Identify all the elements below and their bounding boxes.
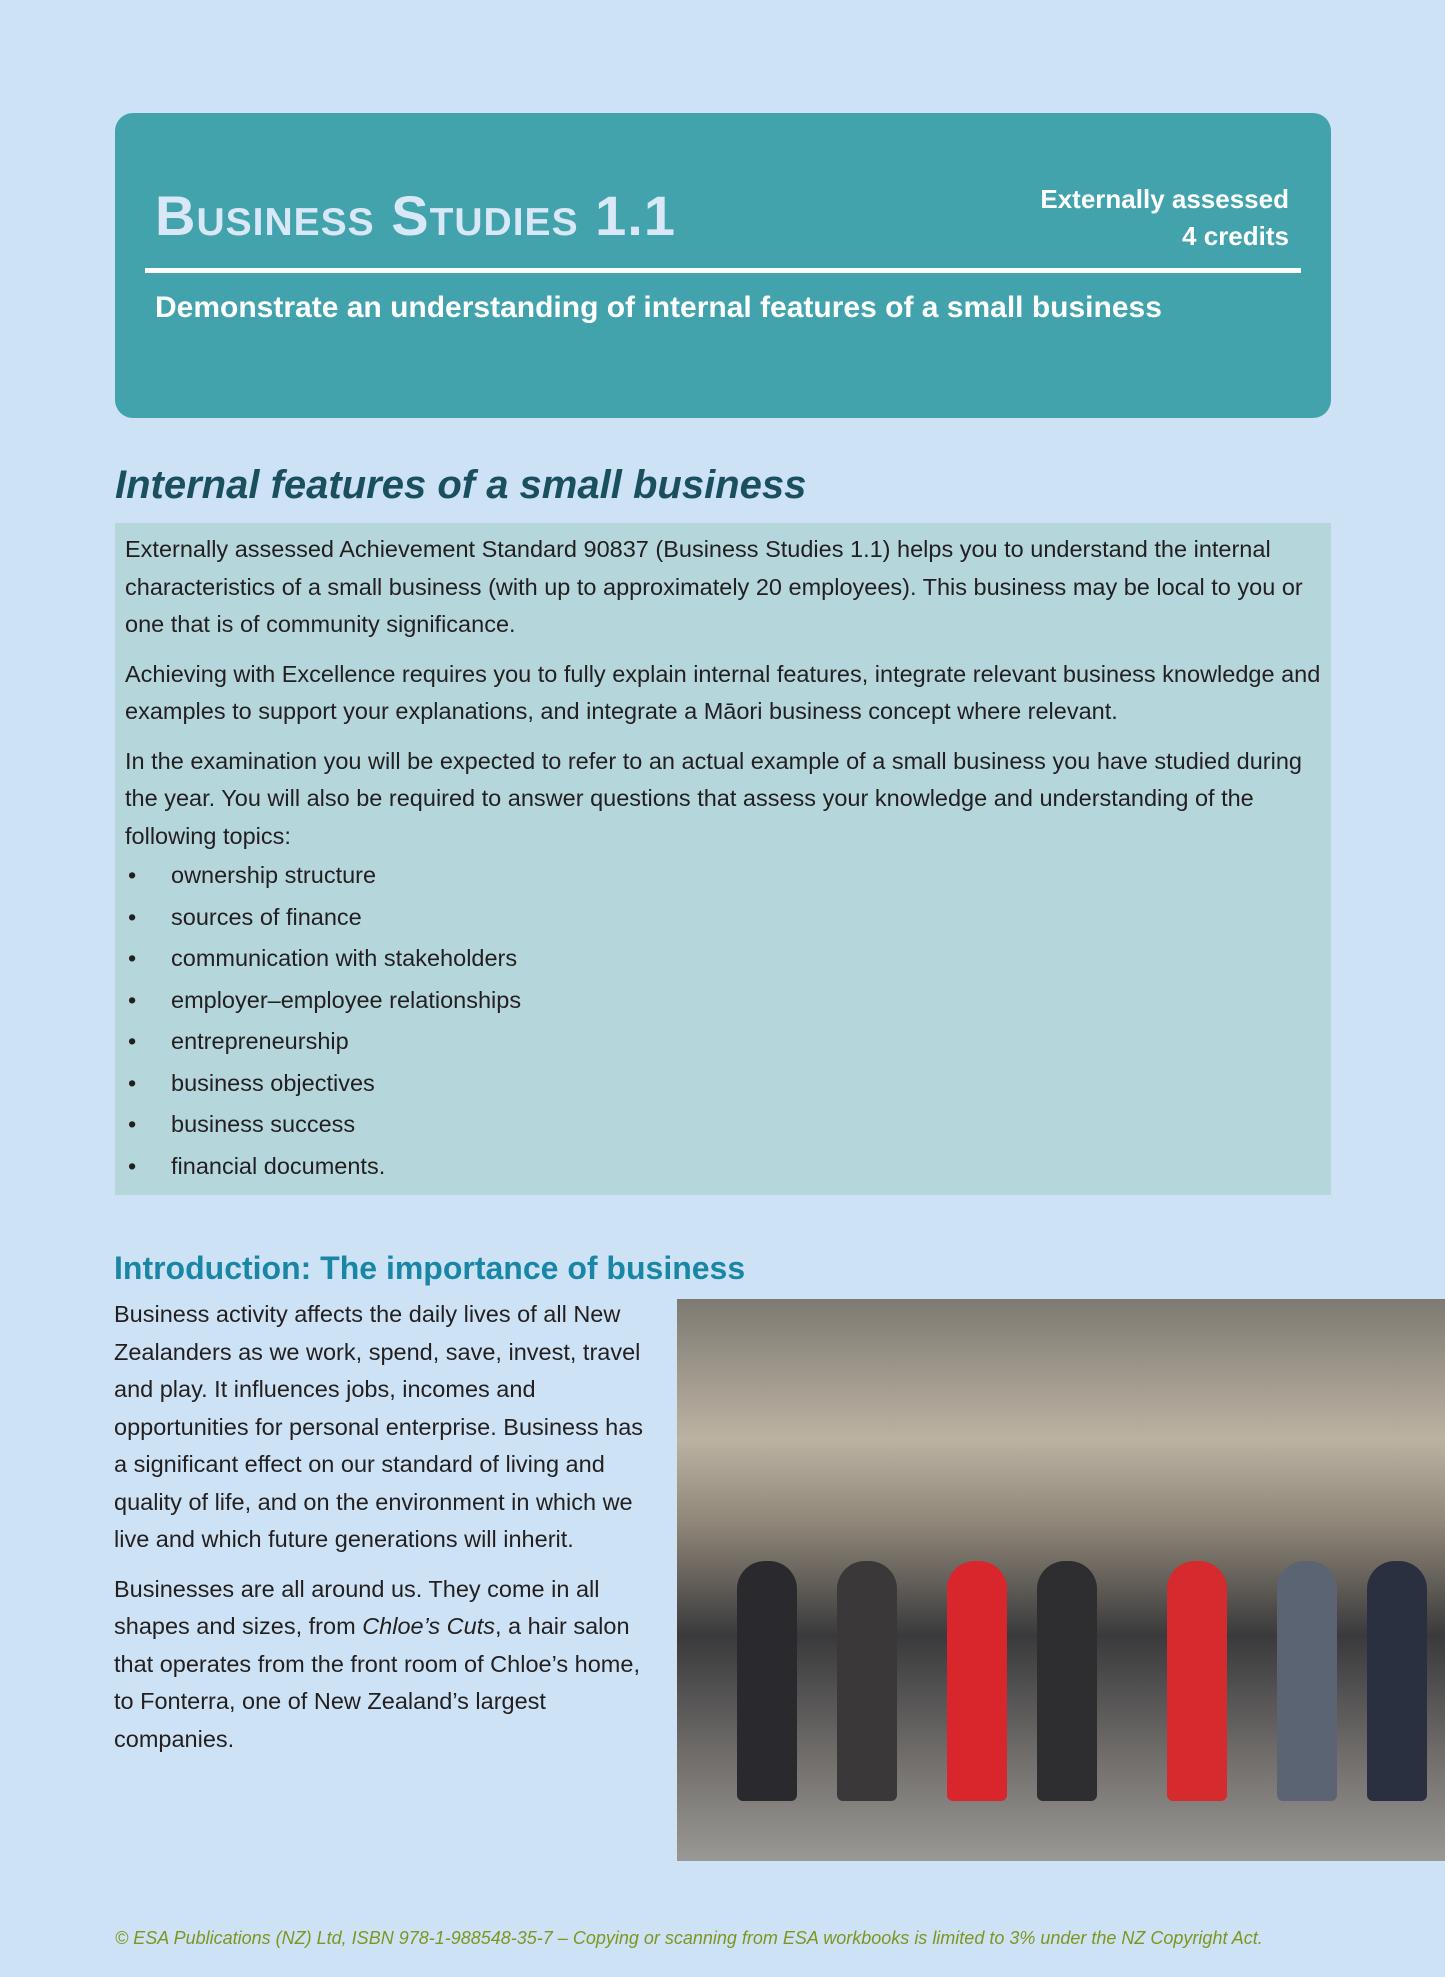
list-item: • entrepreneurship	[125, 1021, 1321, 1063]
intro-heading: Introduction: The importance of business	[114, 1250, 746, 1286]
standard-subtitle: Demonstrate an understanding of internal features of a small business	[155, 291, 1162, 324]
list-item: • business success	[125, 1104, 1321, 1146]
text: Businesses are all around us. They come in all shapes and sizes, from	[114, 1575, 600, 1639]
text: , a hair salon that operates from the front room of Chloe’s home, to Fonterra, one of New Zealand’s largest companies.	[114, 1613, 640, 1752]
paragraph	[114, 1571, 654, 1759]
paragraph: Externally assessed Achievement Standard 90837 (Business Studies 1.1) helps you to understand the internal characteristics of a small business (with up to approximately 20 employees). This business may be local to you or one that is of community significance.	[125, 536, 1303, 637]
credits: 4 credits	[1182, 221, 1289, 251]
topic-list	[125, 855, 1321, 1187]
assessment-type: Externally assessed	[1040, 184, 1289, 214]
list-item: • ownership structure	[125, 855, 1321, 897]
divider	[145, 268, 1301, 273]
list-item: • employer–employee relationships	[125, 980, 1321, 1022]
section-box	[115, 523, 1331, 1195]
page-title: Business Studies 1.1	[155, 184, 676, 247]
section-heading: Internal features of a small business	[115, 463, 807, 507]
paragraph: Business activity affects the daily lives of all New Zealanders as we work, spend, save, invest, travel and play. It influences jobs, incomes and opportunities for personal enterprise. Business has a significant effect on our standard of living and quality of life, and on the environment in which we live and which future generations will inherit.	[114, 1301, 644, 1552]
copyright-footer: © ESA Publications (NZ) Ltd, ISBN 978-1-988548-35-7 – Copying or scanning from ESA workbooks is limited to 3% under the NZ Copyright Act.	[115, 1928, 1263, 1948]
list-item: • business objectives	[125, 1063, 1321, 1105]
paragraph: In the examination you will be expected to refer to an actual example of a small business you have studied during the year. You will also be required to answer questions that assess your knowledge and understanding of the following topics:	[125, 747, 1302, 849]
intro-text	[114, 1296, 654, 1770]
list-item: • financial documents.	[125, 1146, 1321, 1188]
header-banner	[115, 113, 1331, 418]
list-item: • sources of finance	[125, 897, 1321, 939]
paragraph: Achieving with Excellence requires you to fully explain internal features, integrate relevant business knowledge and examples to support your explanations, and integrate a Māori business concept where relevant.	[125, 660, 1321, 724]
business-name: Chloe’s Cuts	[362, 1613, 495, 1639]
list-item: • communication with stakeholders	[125, 938, 1321, 980]
street-crowd-photo	[677, 1299, 1445, 1861]
assessment-info	[1040, 181, 1289, 255]
